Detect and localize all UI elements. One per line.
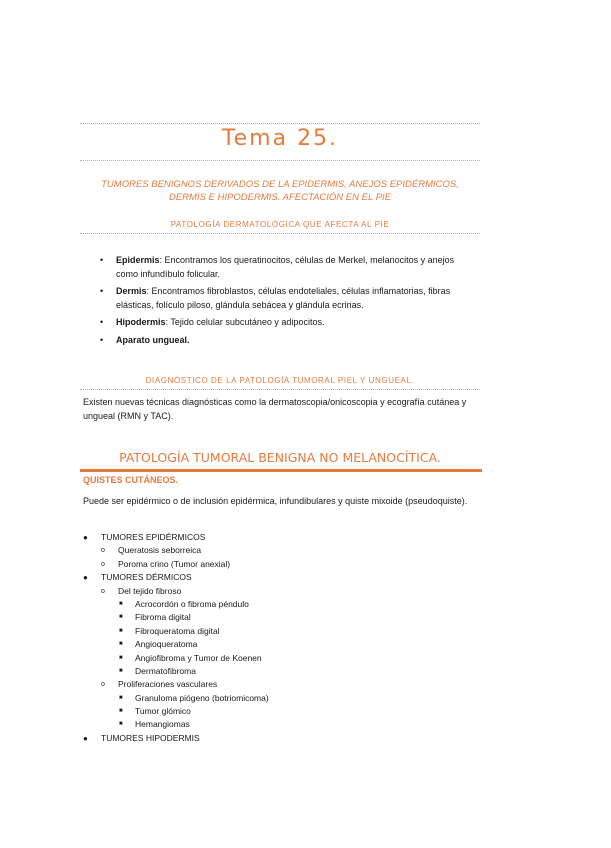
- subtitle-line: TUMORES BENIGNOS DERIVADOS DE LA EPIDERMIS, ANEJOS EPIDÉRMICOS,: [101, 179, 459, 190]
- outline-item-text: Proliferaciones vasculares: [118, 679, 218, 690]
- bullet-list: [100, 254, 470, 351]
- outline-item-text: Angioqueratoma: [135, 639, 198, 650]
- bullet-marker: ■: [119, 667, 123, 674]
- outline-item-text: Poroma crino (Tumor anexial): [118, 558, 231, 569]
- paragraph-quistes: Puede ser epidérmico o de inclusión epidérmica, infundibulares y quiste mixoide (pseudoquiste).: [83, 496, 468, 506]
- page-title: Tema 25.: [221, 126, 339, 151]
- bullet-marker: o: [101, 547, 105, 555]
- subtitle-line: DERMIS E HIPODERMIS. AFECTACIÓN EN EL PIE: [168, 192, 392, 203]
- bullet-marker: ■: [119, 694, 123, 701]
- subtitle: [90, 178, 470, 204]
- bullet-marker: ●: [83, 573, 88, 583]
- outline-item-text: Fibroma digital: [135, 612, 191, 623]
- bullet-text: : Tejido celular subcutáneo y adipocitos.: [165, 317, 325, 327]
- bullet-marker: ●: [83, 733, 88, 743]
- paragraph-diagnostico: Existen nuevas técnicas diagnósticas como la dermatoscopia/onicoscopia y ecografía cutánea y ungueal (RMN y TAC).: [83, 397, 467, 421]
- list-item: [100, 285, 470, 312]
- outline-item-text: Fibroqueratoma digital: [135, 625, 220, 636]
- bullet-marker: ■: [119, 654, 123, 661]
- outline-item-text: Queratosis seborreica: [118, 545, 202, 556]
- section-heading-patologia: PATOLOGÍA DERMATOLÓGICA QUE AFECTA AL PIE: [170, 220, 390, 229]
- bullet-marker: o: [101, 681, 105, 689]
- outline-item-text: TUMORES HIPODERMIS: [101, 732, 200, 743]
- bullet-term: Hipodermis: [116, 317, 166, 327]
- divider: [80, 389, 480, 390]
- section-heading-diagnostico: DIAGNÓSTICO DE LA PATOLOGÍA TUMORAL PIEL Y UNGUEAL.: [145, 376, 415, 385]
- bullet-text: : Encontramos los queratinocitos, células de Merkel, melanocitos y anejos como infundíbulo folicular.: [116, 255, 455, 279]
- outline-item-text: Angiofibroma y Tumor de Koenen: [135, 652, 262, 663]
- bullet-text: : Encontramos fibroblastos, células endoteliales, células inflamatorias, fibras elásticas, folículo piloso, glándula sebácea y glándula ecrinas.: [116, 286, 451, 310]
- outline-item-text: Dermatofibroma: [135, 665, 196, 676]
- divider: [80, 233, 480, 234]
- bullet-marker: ■: [119, 600, 123, 607]
- bullet-marker: ■: [119, 708, 123, 715]
- list-item: [100, 334, 470, 348]
- list-item: [100, 316, 470, 330]
- bullet-marker: ■: [119, 627, 123, 634]
- outline-item-text: Hemangiomas: [135, 719, 190, 730]
- bullet-term: Dermis: [116, 286, 147, 296]
- outline-item-text: Tumor glómico: [135, 706, 191, 717]
- bullet-term: Epidermis: [116, 255, 160, 265]
- bullet-marker: ■: [119, 641, 123, 648]
- bullet-marker: o: [101, 587, 105, 595]
- outline-item-text: Del tejido fibroso: [118, 585, 182, 596]
- bullet-marker: ●: [83, 533, 88, 542]
- bullet-marker: ■: [119, 721, 123, 728]
- section-heading-tumoral: PATOLOGÍA TUMORAL BENIGNA NO MELANOCÍTICA.: [119, 450, 441, 465]
- outline-item-text: TUMORES EPIDÉRMICOS: [101, 532, 206, 542]
- subheading-quistes: QUISTES CUTÁNEOS.: [83, 475, 179, 485]
- divider: [80, 160, 480, 161]
- outline-item-text: Acrocordón o fibroma péndulo: [135, 598, 249, 609]
- outline-item-text: Granuloma piógeno (botriomicoma): [135, 692, 269, 703]
- bullet-marker: ■: [119, 614, 123, 621]
- heading-underline: [80, 469, 482, 472]
- bullet-marker: o: [101, 560, 105, 568]
- outline-item-text: TUMORES DÉRMICOS: [101, 572, 192, 583]
- bullet-term: Aparato ungueal.: [116, 334, 190, 345]
- list-item: [100, 254, 470, 281]
- divider: [80, 123, 480, 124]
